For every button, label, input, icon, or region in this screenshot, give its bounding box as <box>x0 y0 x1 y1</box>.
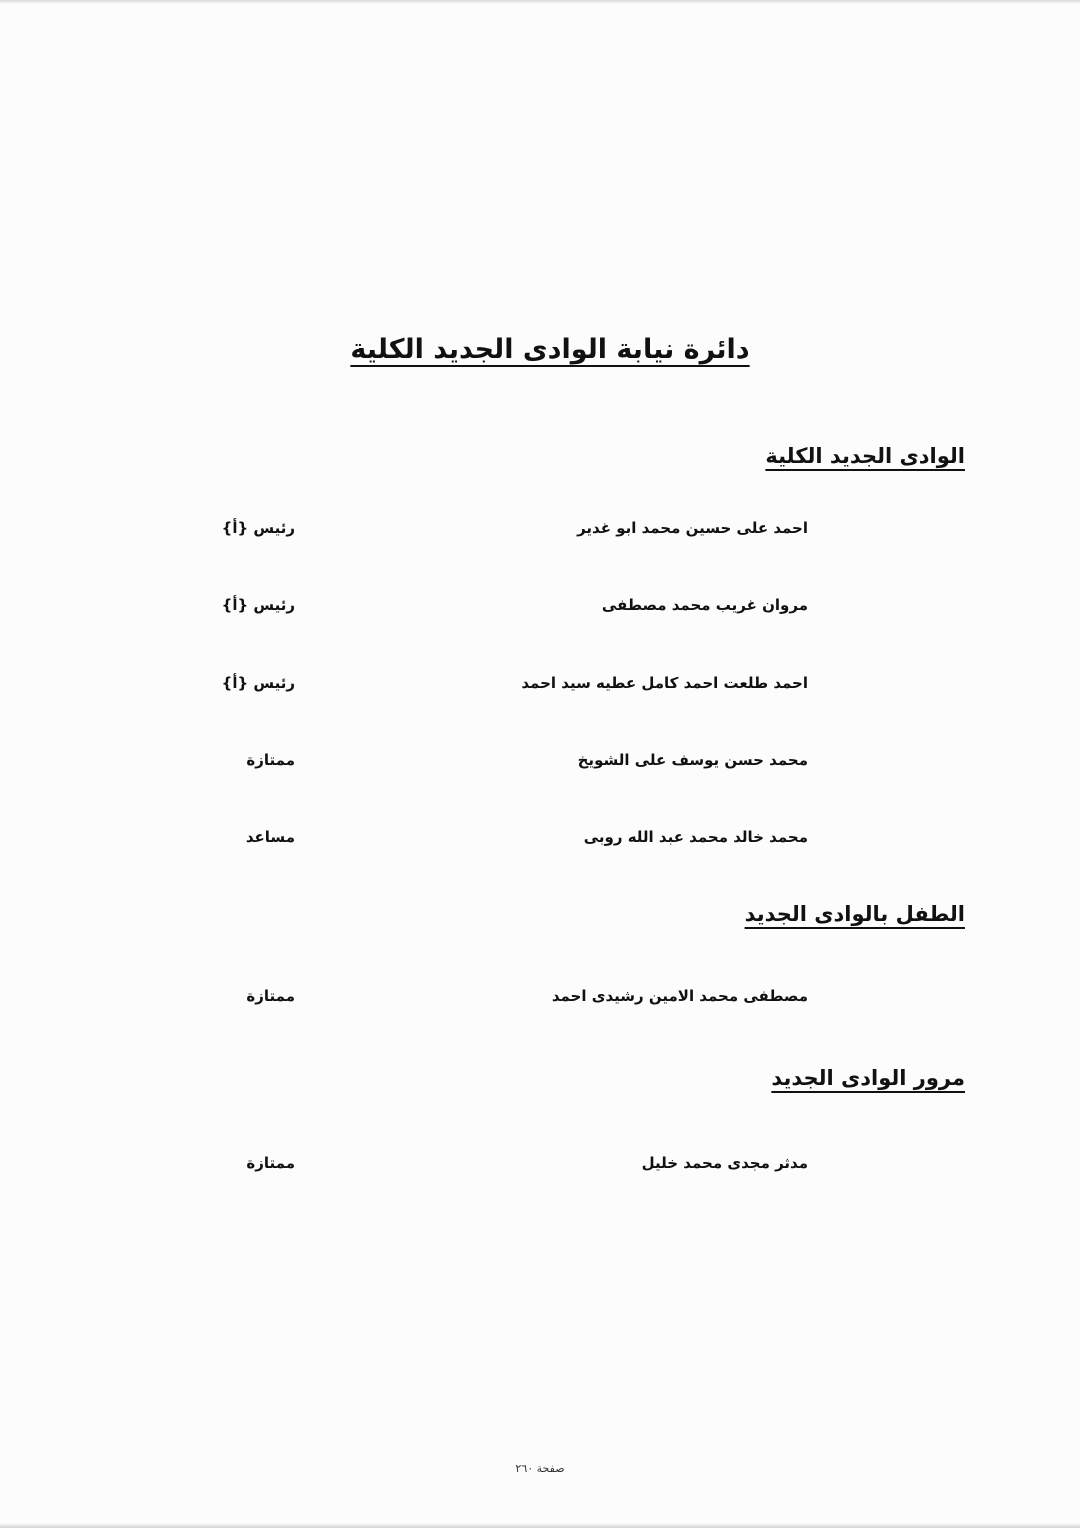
member-row <box>0 519 1080 545</box>
member-name: مصطفى محمد الامين رشيدى احمد <box>551 987 808 1005</box>
member-row <box>0 751 1080 777</box>
page-number: صفحة ٢٦٠ <box>515 1462 565 1475</box>
member-name: محمد حسن يوسف على الشويخ <box>577 751 808 769</box>
member-grade: ممتازة <box>246 987 295 1005</box>
member-grade: رئيس {أ} <box>221 674 295 692</box>
section-heading-new-valley-total: الوادى الجديد الكلية <box>765 444 965 468</box>
member-grade: ممتازة <box>246 1154 295 1172</box>
page-title: دائرة نيابة الوادى الجديد الكلية <box>350 334 750 365</box>
section-heading-child-new-valley: الطفل بالوادى الجديد <box>744 902 965 926</box>
member-name: مروان غريب محمد مصطفى <box>601 596 808 614</box>
member-row <box>0 1154 1080 1180</box>
member-row <box>0 674 1080 700</box>
member-grade: رئيس {أ} <box>221 596 295 614</box>
scan-top-edge <box>0 0 1080 4</box>
member-row <box>0 987 1080 1013</box>
member-name: احمد على حسين محمد ابو غدير <box>577 519 808 537</box>
section-heading-traffic-new-valley: مرور الوادى الجديد <box>771 1066 965 1090</box>
member-name: مدثر مجدى محمد خليل <box>641 1154 808 1172</box>
member-grade: مساعد <box>245 828 295 846</box>
member-row <box>0 596 1080 622</box>
member-grade: رئيس {أ} <box>221 519 295 537</box>
member-grade: ممتازة <box>246 751 295 769</box>
member-name: محمد خالد محمد عبد الله روبى <box>583 828 808 846</box>
scan-bottom-edge <box>0 1523 1080 1528</box>
member-row <box>0 828 1080 854</box>
member-name: احمد طلعت احمد كامل عطيه سيد احمد <box>521 674 808 692</box>
